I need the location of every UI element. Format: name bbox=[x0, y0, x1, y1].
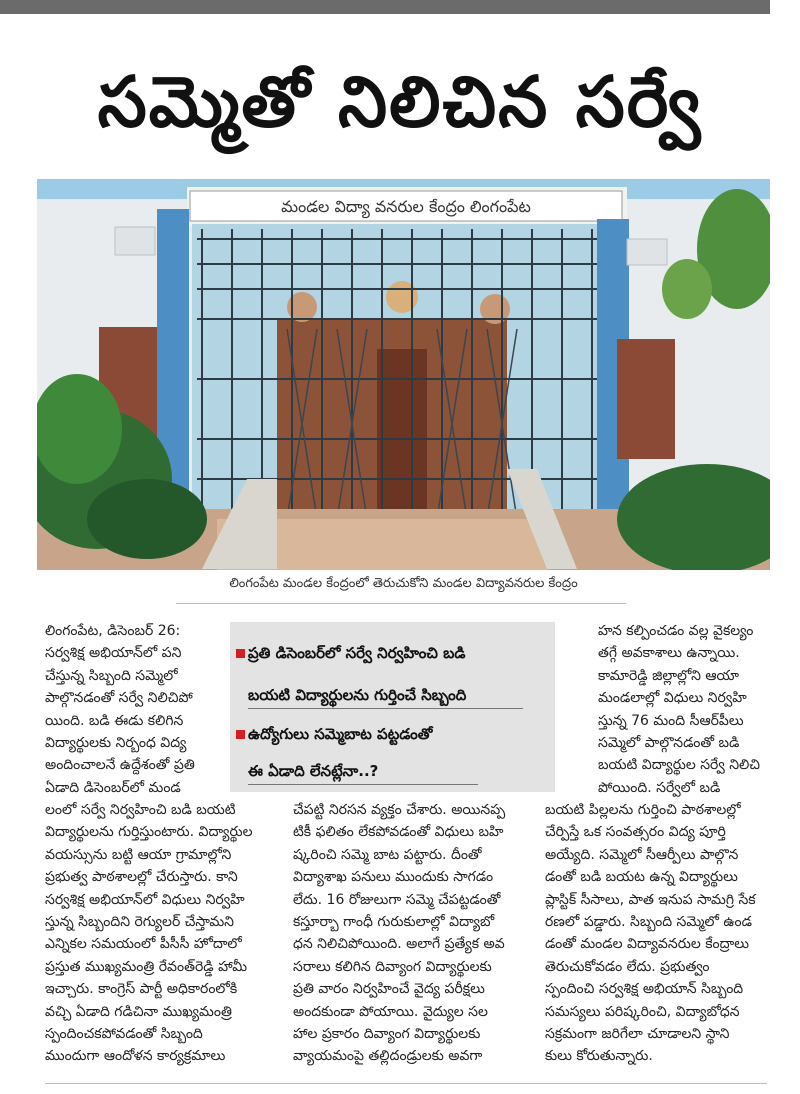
article-line: పోయింది. సర్వేలో బడి bbox=[598, 779, 721, 796]
article-line: తెరుచుకోవడం లేదు. ప్రభుత్వం bbox=[545, 958, 710, 975]
article-line: ప్లాస్టిక్ సీసాలు, పాత ఇనుప సామగ్రి సేక bbox=[545, 891, 756, 908]
article-column-2 bbox=[293, 799, 538, 1068]
article-line: చేపట్టి నిరసన వ్యక్తం చేశారు. అయినప్ప bbox=[293, 802, 506, 818]
article-line: టికీ ఫలితం లేకపోవడంతో విధులు బహి bbox=[293, 824, 504, 841]
bullet-icon bbox=[236, 649, 245, 658]
article-line: అయ్యేది. సమ్మెలో సీఆర్పీలు పాల్గొన bbox=[545, 846, 739, 863]
article-line: కులు కోరుతున్నారు. bbox=[545, 1048, 653, 1065]
highlight-point-1-line-1: ప్రతి డిసెంబర్‌లో సర్వే నిర్వహించి బడి bbox=[248, 644, 466, 662]
article-line: సరాలు కలిగిన దివ్యాంగ విద్యార్థులకు bbox=[293, 958, 492, 975]
article-line: ఏడాది డిసెంబర్‌లో మండ bbox=[45, 779, 181, 796]
headline: సమ్మెతో నిలిచిన సర్వే bbox=[97, 61, 703, 143]
article-line: హన కల్పించడం వల్ల వైకల్యం bbox=[598, 623, 754, 639]
article-line: విద్యార్థులను గుర్తిస్తుంటారు. విద్యార్థుల bbox=[45, 824, 253, 841]
article-line: అందకుండా పోయాయి. వైద్యుల సల bbox=[293, 1003, 488, 1020]
article-line: బయటి పిల్లలను గుర్తించి పాఠశాలల్లో bbox=[545, 802, 741, 818]
article-line: డంతో మండల విద్యావనరుల కేంద్రాలు bbox=[545, 936, 749, 953]
article-line: కామారెడ్డి జిల్లాల్లోని ఆయా bbox=[598, 667, 740, 684]
highlight-point-2-line-2: ఈ ఏడాది లేనట్లేనా..? bbox=[248, 762, 379, 780]
highlight-underline bbox=[248, 708, 523, 709]
article-line: పాల్గొనడంతో సర్వే నిలిచిపో bbox=[45, 690, 193, 707]
article-line: కస్తూర్బా గాంధీ గురుకులాల్లో విద్యాబో bbox=[293, 914, 495, 931]
article-line: విద్యాశాఖ పనులు ముందుకు సాగడం bbox=[293, 869, 494, 886]
article-line: స్తున్న 76 మంది సీఆర్‌పీలు bbox=[598, 712, 744, 729]
article-line: సక్రమంగా జరిగేలా చూడాలని స్థాని bbox=[545, 1026, 730, 1043]
article-column-3-wide bbox=[545, 799, 767, 1068]
top-bar bbox=[0, 0, 770, 14]
article-line: లంలో సర్వే నిర్వహించి బడి బయటి bbox=[45, 802, 236, 818]
article-line: అందించాలనే ఉద్దేశంతో ప్రతి bbox=[45, 757, 195, 774]
article-line: మండలాల్లో విధులు నిర్వహి bbox=[598, 690, 747, 707]
article-line: సర్వశిక్ష అభియాన్‌లో పని bbox=[45, 645, 182, 662]
article-line: వచ్చి ఏడాది గడిచినా ముఖ్యమంత్రి bbox=[45, 1003, 232, 1020]
article-line: బయటి విద్యార్థుల సర్వే నిలిచి bbox=[598, 757, 761, 774]
article-line: ష్కరించి సమ్మె బాట పట్టారు. దీంతో bbox=[293, 846, 482, 863]
article-line: స్పందించి సర్వశిక్ష అభియాన్ సిబ్బంది bbox=[545, 981, 744, 998]
caption-divider bbox=[176, 603, 626, 604]
bottom-divider bbox=[45, 1083, 767, 1084]
article-line: రణలో పడ్డారు. సిబ్బంది సమ్మెలో ఉండ bbox=[545, 914, 752, 931]
article-line: చేర్పిస్తే ఒక సంవత్సరం విద్య పూర్తి bbox=[545, 824, 726, 841]
signboard-text: మండల విద్యా వనరుల కేంద్రం లింగంపేట bbox=[281, 197, 531, 216]
article-line: ఎన్నికల సమయంలో పీసీసీ హోదాలో bbox=[45, 936, 242, 953]
highlight-point-2-line-1: ఉద్యోగులు సమ్మెబాట పట్టడంతో bbox=[248, 725, 433, 743]
article-line: స్తున్న సిబ్బందిని రెగ్యులర్ చేస్తామని bbox=[45, 914, 235, 931]
article-line: విద్యార్థులకు నిర్బంధ విద్య bbox=[45, 735, 187, 752]
article-line: లేదు. 16 రోజులుగా సమ్మె చేపట్టడంతో bbox=[293, 891, 501, 908]
article-line: హాల ప్రకారం దివ్యాంగ విద్యార్థులకు bbox=[293, 1026, 481, 1043]
highlight-box bbox=[230, 622, 555, 792]
article-line: ధన నిలిచిపోయింది. అలాగే ప్రత్యేక అవ bbox=[293, 936, 505, 953]
article-line: వయస్సును బట్టి ఆయా గ్రామాల్లోని bbox=[45, 846, 232, 863]
article-line: ముందుగా ఆందోళన కార్యక్రమాలు bbox=[45, 1048, 226, 1065]
article-line: చేస్తున్న సిబ్బంది సమ్మెలో bbox=[45, 667, 178, 684]
article-line: తగ్గే అవకాశాలు ఉన్నాయి. bbox=[598, 645, 740, 662]
article-line: యింది. బడి ఈడు కలిగిన bbox=[45, 712, 184, 729]
bullet-icon bbox=[236, 730, 245, 739]
article-column-1 bbox=[45, 620, 217, 799]
article-line: డంతో బడి బయట ఉన్న విద్యార్థులు bbox=[545, 869, 738, 886]
article-column-3 bbox=[598, 620, 768, 799]
article-line: వ్యాయమంపై తల్లిదండ్రులకు అవగా bbox=[293, 1048, 483, 1065]
news-photo bbox=[37, 179, 770, 570]
article-line: సమస్యలు పరిష్కరించి, విద్యాబోధన bbox=[545, 1003, 740, 1020]
article-line: స్పందించకపోవడంతో సిబ్బంది bbox=[45, 1026, 203, 1043]
highlight-point-1-line-2: బయటి విద్యార్థులను గుర్తించే సిబ్బంది bbox=[248, 686, 467, 704]
article-line: లింగంపేట, డిసెంబర్ 26: bbox=[45, 623, 181, 639]
article-line: ఇచ్చారు. కాంగ్రెస్ పార్టీ అధికారంలోకి bbox=[45, 981, 238, 998]
article-line: ప్రతి వారం నిర్వహించే వైద్య పరీక్షలు bbox=[293, 981, 485, 998]
article-line: సమ్మెలో పాల్గొనడంతో బడి bbox=[598, 735, 740, 752]
highlight-underline bbox=[248, 784, 478, 785]
photo-caption: లింగంపేట మండల కేంద్రంలో తెరుచుకోని మండల విద్యావనరుల కేంద్రం bbox=[229, 576, 578, 591]
article-column-1-wide bbox=[45, 799, 285, 1068]
article-line: ప్రభుత్వ పాఠశాలల్లో చేరుస్తారు. కాని bbox=[45, 869, 238, 886]
article-line: సర్వశిక్ష అభియాన్‌లో విధులు నిర్వహి bbox=[45, 891, 245, 908]
article-line: ప్రస్తుత ముఖ్యమంత్రి రేవంత్‌రెడ్డి హామీ bbox=[45, 958, 248, 975]
